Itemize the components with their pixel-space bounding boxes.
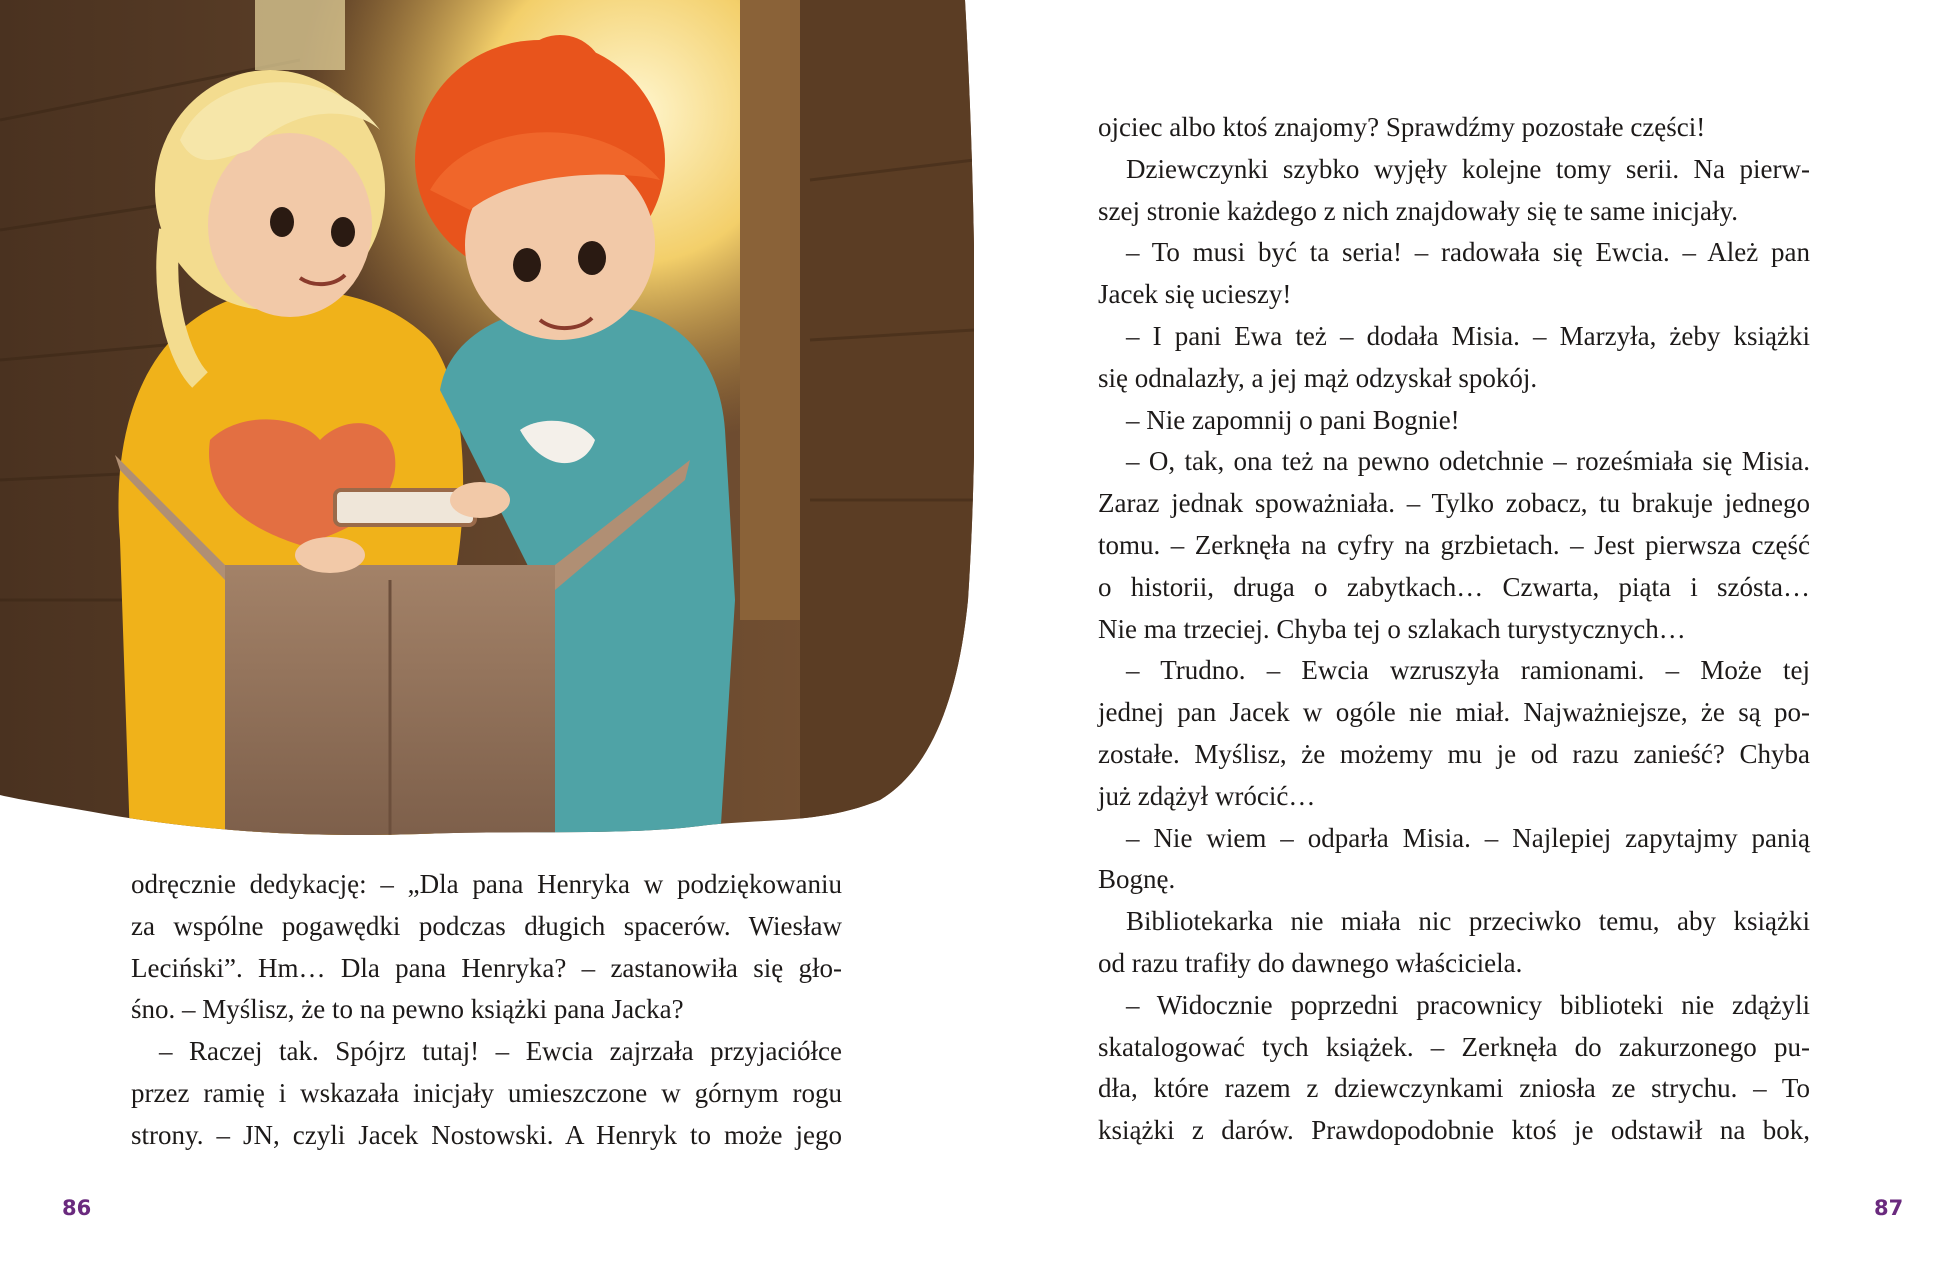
left-page (0, 0, 974, 1270)
text-line: – Nie wiem – odparła Misia. – Najlepiej zapytajmy panią (1126, 822, 1810, 853)
page-number-left: 86 (62, 1196, 92, 1220)
text-line: – Trudno. – Ewcia wzruszyła ramionami. – Może tej (1126, 655, 1810, 686)
left-page-text (131, 864, 842, 1157)
text-line: – Raczej tak. Spójrz tutaj! – Ewcia zajrzała przyjaciółce (159, 1036, 842, 1067)
text-line: od razu trafiły do dawnego właściciela. (1098, 947, 1523, 978)
text-line: Bognę. (1098, 864, 1176, 895)
text-line: szej stronie każdego z nich znajdowały się te same inicjały. (1098, 195, 1739, 226)
text-line: Dziewczynki szybko wyjęły kolejne tomy serii. Na pierw- (1126, 153, 1810, 184)
text-line: jednej pan Jacek w ogóle nie miał. Najważniejsze, że są po- (1098, 697, 1810, 728)
text-line: ojciec albo ktoś znajomy? Sprawdźmy pozostałe części! (1098, 112, 1706, 142)
text-line: odręcznie dedykację: – „Dla pana Henryka w podziękowaniu (131, 869, 842, 899)
text-line: się odnalazły, a jej mąż odzyskał spokój. (1098, 362, 1538, 393)
text-line: skatalogować tych książek. – Zerknęła do zakurzonego pu- (1098, 1031, 1810, 1062)
text-line: Nie ma trzeciej. Chyba tej o szlakach turystycznych… (1098, 613, 1686, 644)
text-line: już zdążył wrócić… (1098, 780, 1316, 811)
text-line: książki z darów. Prawdopodobnie ktoś je odstawił na bok, (1098, 1115, 1810, 1146)
text-line: – Nie zapomnij o pani Bognie! (1126, 404, 1460, 435)
text-line: Zaraz jednak spoważniała. – Tylko zobacz, tu brakuje jednego (1098, 488, 1810, 519)
right-page (975, 0, 1949, 1270)
right-page-text (1098, 107, 1810, 1152)
text-line: śno. – Myślisz, że to na pewno książki pana Jacka? (131, 994, 684, 1025)
text-line: dła, które razem z dziewczynkami zniosła ze strychu. – To (1098, 1073, 1810, 1104)
text-line: – O, tak, ona też na pewno odetchnie – roześmiała się Misia. (1126, 446, 1810, 477)
text-line: zostałe. Myślisz, że możemy mu je od razu zanieść? Chyba (1098, 738, 1810, 769)
text-line: przez ramię i wskazała inicjały umieszczone w górnym rogu (131, 1077, 842, 1108)
text-line: – To musi być ta seria! – radowała się Ewcia. – Ależ pan (1126, 237, 1810, 268)
text-line: o historii, druga o zabytkach… Czwarta, piąta i szósta… (1098, 571, 1810, 602)
text-line: – I pani Ewa też – dodała Misia. – Marzyła, żeby książki (1126, 320, 1810, 351)
text-line: strony. – JN, czyli Jacek Nostowski. A Henryk to może jego (131, 1119, 842, 1150)
page-number-right: 87 (1874, 1196, 1904, 1220)
text-line: Leciński”. Hm… Dla pana Henryka? – zastanowiła się gło- (131, 952, 842, 983)
text-line: Jacek się ucieszy! (1098, 279, 1292, 310)
text-line: Bibliotekarka nie miała nic przeciwko temu, aby książki (1126, 906, 1810, 937)
text-line: tomu. – Zerknęła na cyfry na grzbietach. – Jest pierwsza część (1098, 529, 1810, 560)
text-line: – Widocznie poprzedni pracownicy biblioteki nie zdążyli (1126, 989, 1810, 1020)
illustration-girls-with-box (0, 0, 974, 840)
text-line: za wspólne pogawędki podczas długich spacerów. Wiesław (131, 910, 842, 941)
